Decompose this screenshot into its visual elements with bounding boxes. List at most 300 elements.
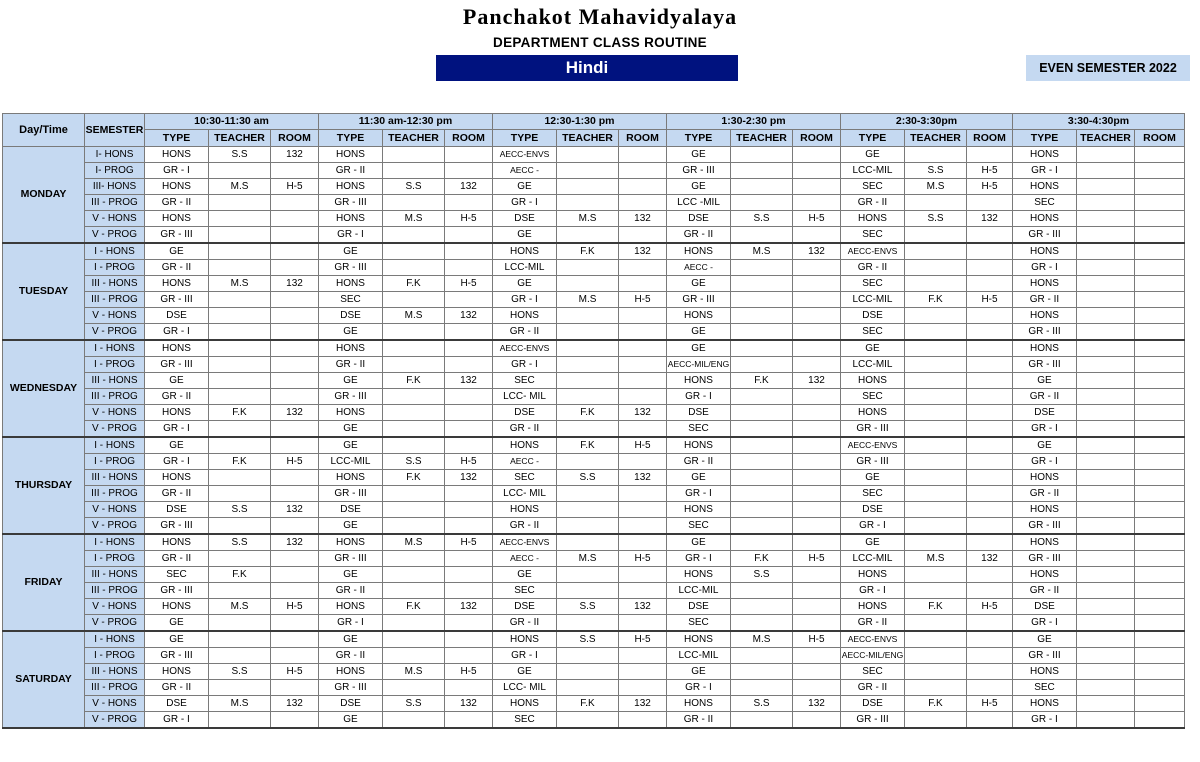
room-cell [793, 648, 841, 664]
semester-label: V - HONS [85, 308, 145, 324]
teacher-cell: S.S [557, 631, 619, 648]
class-type-cell: HONS [145, 534, 209, 551]
room-cell [619, 534, 667, 551]
teacher-cell [557, 712, 619, 729]
class-type-cell: HONS [667, 437, 731, 454]
teacher-column-header: TEACHER [383, 130, 445, 147]
room-cell [793, 470, 841, 486]
room-cell [793, 324, 841, 341]
room-cell [967, 712, 1013, 729]
semester-label: V - PROG [85, 421, 145, 438]
semester-badge: EVEN SEMESTER 2022 [1026, 55, 1190, 81]
class-type-cell: GR - II [145, 486, 209, 502]
class-type-cell: AECC-MIL/ENG [667, 357, 731, 373]
semester-label: V - PROG [85, 712, 145, 729]
room-cell [1135, 615, 1185, 632]
table-row [3, 518, 1185, 535]
class-type-cell: HONS [841, 599, 905, 615]
teacher-column-header: TEACHER [905, 130, 967, 147]
room-cell [445, 712, 493, 729]
room-cell [967, 680, 1013, 696]
room-cell [1135, 502, 1185, 518]
teacher-cell [1077, 421, 1135, 438]
semester-label: III - PROG [85, 292, 145, 308]
class-type-cell: GE [145, 631, 209, 648]
class-type-cell: GE [667, 470, 731, 486]
room-cell: H-5 [271, 599, 319, 615]
class-type-cell: AECC-ENVS [493, 534, 557, 551]
semester-label: I - PROG [85, 357, 145, 373]
class-type-cell: HONS [1013, 179, 1077, 195]
table-row [3, 680, 1185, 696]
room-cell [1135, 405, 1185, 421]
teacher-cell [383, 615, 445, 632]
class-type-cell: SEC [841, 389, 905, 405]
class-type-cell: GE [841, 534, 905, 551]
room-cell [1135, 534, 1185, 551]
class-type-cell: SEC [1013, 680, 1077, 696]
class-type-cell: SEC [841, 227, 905, 244]
teacher-cell [731, 163, 793, 179]
class-type-cell: HONS [145, 664, 209, 680]
class-type-cell: GR - III [319, 389, 383, 405]
semester-label: III- HONS [85, 179, 145, 195]
room-cell [619, 486, 667, 502]
class-type-cell: GR - I [145, 163, 209, 179]
semester-header: SEMESTER [85, 114, 145, 147]
type-column-header: TYPE [841, 130, 905, 147]
class-type-cell: GR - II [1013, 486, 1077, 502]
teacher-cell [1077, 454, 1135, 470]
table-row [3, 696, 1185, 712]
class-type-cell: HONS [493, 696, 557, 712]
class-type-cell: GR - I [667, 680, 731, 696]
teacher-cell [383, 437, 445, 454]
room-cell [967, 147, 1013, 163]
room-cell [445, 615, 493, 632]
table-row [3, 599, 1185, 615]
table-row [3, 454, 1185, 470]
class-type-cell: HONS [667, 696, 731, 712]
teacher-cell [1077, 389, 1135, 405]
teacher-cell [905, 664, 967, 680]
class-type-cell: GR - I [493, 195, 557, 211]
teacher-cell [905, 567, 967, 583]
class-type-cell: LCC-MIL [667, 648, 731, 664]
room-cell [967, 421, 1013, 438]
teacher-cell: M.S [905, 179, 967, 195]
room-cell: H-5 [793, 551, 841, 567]
class-type-cell: GR - III [319, 486, 383, 502]
time-slot-header: 2:30-3:30pm [841, 114, 1013, 130]
table-row [3, 421, 1185, 438]
class-type-cell: GE [493, 227, 557, 244]
class-type-cell: SEC [493, 470, 557, 486]
teacher-cell: F.K [383, 276, 445, 292]
teacher-cell [731, 583, 793, 599]
teacher-cell [557, 276, 619, 292]
table-row [3, 486, 1185, 502]
class-type-cell: DSE [841, 502, 905, 518]
room-cell [619, 502, 667, 518]
teacher-cell [1077, 195, 1135, 211]
teacher-cell [905, 583, 967, 599]
room-cell [445, 324, 493, 341]
class-type-cell: GE [145, 373, 209, 389]
class-type-cell: HONS [493, 308, 557, 324]
class-type-cell: HONS [667, 243, 731, 260]
class-type-cell: HONS [319, 211, 383, 227]
room-column-header: ROOM [793, 130, 841, 147]
teacher-cell [905, 712, 967, 729]
class-type-cell: LCC-MIL [667, 583, 731, 599]
teacher-cell: S.S [383, 179, 445, 195]
teacher-cell [905, 421, 967, 438]
class-type-cell: GE [319, 712, 383, 729]
room-cell [445, 389, 493, 405]
teacher-cell: S.S [557, 599, 619, 615]
table-row [3, 243, 1185, 260]
teacher-cell [383, 551, 445, 567]
teacher-cell [1077, 437, 1135, 454]
teacher-cell [731, 227, 793, 244]
class-type-cell: SEC [493, 373, 557, 389]
class-type-cell: GR - I [1013, 615, 1077, 632]
room-cell [1135, 260, 1185, 276]
type-column-header: TYPE [145, 130, 209, 147]
teacher-cell [905, 502, 967, 518]
teacher-cell [1077, 583, 1135, 599]
teacher-cell: F.K [383, 470, 445, 486]
class-type-cell: GR - III [145, 648, 209, 664]
teacher-cell [209, 292, 271, 308]
semester-label: III - HONS [85, 276, 145, 292]
teacher-cell [383, 680, 445, 696]
room-column-header: ROOM [1135, 130, 1185, 147]
class-type-cell: SEC [493, 583, 557, 599]
room-cell [271, 470, 319, 486]
day-label: TUESDAY [3, 243, 85, 340]
teacher-cell [557, 680, 619, 696]
class-type-cell: GR - II [319, 357, 383, 373]
class-type-cell: GE [667, 664, 731, 680]
class-type-cell: GR - I [667, 551, 731, 567]
class-type-cell: GE [319, 324, 383, 341]
teacher-cell [731, 615, 793, 632]
class-type-cell: GR - II [841, 195, 905, 211]
teacher-cell [1077, 615, 1135, 632]
table-row [3, 712, 1185, 729]
teacher-cell: S.S [209, 534, 271, 551]
class-type-cell: LCC -MIL [667, 195, 731, 211]
room-cell [445, 243, 493, 260]
table-row [3, 211, 1185, 227]
room-cell: H-5 [619, 292, 667, 308]
room-column-header: ROOM [619, 130, 667, 147]
class-type-cell: LCC- MIL [493, 486, 557, 502]
teacher-cell: M.S [905, 551, 967, 567]
teacher-cell: S.S [731, 211, 793, 227]
room-cell [445, 340, 493, 357]
teacher-cell [557, 373, 619, 389]
semester-label: V - HONS [85, 405, 145, 421]
class-type-cell: HONS [319, 534, 383, 551]
class-type-cell: GR - I [1013, 260, 1077, 276]
table-row [3, 357, 1185, 373]
class-type-cell: GR - III [1013, 648, 1077, 664]
class-type-cell: GR - I [1013, 421, 1077, 438]
teacher-cell: S.S [905, 211, 967, 227]
class-routine-table [2, 113, 1185, 729]
class-type-cell: HONS [1013, 534, 1077, 551]
room-cell [619, 664, 667, 680]
teacher-cell [209, 308, 271, 324]
room-cell: H-5 [445, 276, 493, 292]
room-cell: 132 [271, 405, 319, 421]
class-type-cell: GR - I [145, 324, 209, 341]
class-type-cell: GR - III [1013, 227, 1077, 244]
room-cell [445, 195, 493, 211]
teacher-cell [905, 470, 967, 486]
room-cell [967, 340, 1013, 357]
teacher-cell: M.S [209, 276, 271, 292]
room-cell: H-5 [445, 534, 493, 551]
teacher-cell [905, 308, 967, 324]
class-type-cell: GR - I [1013, 712, 1077, 729]
class-type-cell: GR - II [841, 615, 905, 632]
class-type-cell: AECC-ENVS [841, 631, 905, 648]
teacher-cell [731, 454, 793, 470]
teacher-cell: F.K [731, 373, 793, 389]
teacher-cell [383, 227, 445, 244]
class-type-cell: GR - II [1013, 389, 1077, 405]
teacher-cell [383, 324, 445, 341]
room-cell [271, 373, 319, 389]
room-column-header: ROOM [445, 130, 493, 147]
time-slot-header: 3:30-4:30pm [1013, 114, 1185, 130]
room-cell [1135, 195, 1185, 211]
teacher-cell [905, 648, 967, 664]
semester-label: III - PROG [85, 486, 145, 502]
teacher-cell [731, 421, 793, 438]
table-row [3, 227, 1185, 244]
teacher-cell [557, 340, 619, 357]
class-type-cell: GR - II [667, 712, 731, 729]
room-cell [1135, 340, 1185, 357]
room-cell [271, 712, 319, 729]
class-type-cell: GR - III [145, 518, 209, 535]
room-cell [1135, 631, 1185, 648]
teacher-cell: F.K [209, 567, 271, 583]
teacher-cell [731, 276, 793, 292]
room-cell: H-5 [967, 163, 1013, 179]
class-type-cell: AECC - [493, 163, 557, 179]
room-cell: 132 [271, 147, 319, 163]
class-type-cell: AECC-ENVS [493, 147, 557, 163]
teacher-cell [1077, 243, 1135, 260]
room-cell [1135, 680, 1185, 696]
class-type-cell: HONS [1013, 276, 1077, 292]
room-cell: 132 [271, 502, 319, 518]
teacher-cell [209, 437, 271, 454]
teacher-cell [209, 486, 271, 502]
class-type-cell: GR - I [145, 454, 209, 470]
class-type-cell: GE [841, 340, 905, 357]
teacher-cell: F.K [557, 696, 619, 712]
teacher-cell [557, 308, 619, 324]
teacher-cell [209, 340, 271, 357]
room-cell [793, 502, 841, 518]
room-cell: 132 [445, 470, 493, 486]
teacher-cell [905, 147, 967, 163]
teacher-cell [557, 502, 619, 518]
room-cell [1135, 583, 1185, 599]
semester-label: V - PROG [85, 518, 145, 535]
class-type-cell: DSE [841, 308, 905, 324]
semester-label: V - PROG [85, 227, 145, 244]
room-cell: H-5 [967, 179, 1013, 195]
room-cell [967, 308, 1013, 324]
teacher-cell: F.K [905, 292, 967, 308]
teacher-cell [557, 389, 619, 405]
teacher-cell: S.S [209, 147, 271, 163]
class-type-cell: GR - II [319, 648, 383, 664]
room-cell [793, 599, 841, 615]
teacher-cell [1077, 340, 1135, 357]
room-cell: 132 [271, 276, 319, 292]
room-cell [967, 243, 1013, 260]
semester-label: I - PROG [85, 454, 145, 470]
teacher-cell [905, 243, 967, 260]
teacher-cell: S.S [209, 664, 271, 680]
class-type-cell: HONS [145, 470, 209, 486]
semester-label: V - HONS [85, 502, 145, 518]
class-type-cell: DSE [493, 405, 557, 421]
class-type-cell: DSE [319, 502, 383, 518]
teacher-cell: S.S [731, 696, 793, 712]
room-cell [619, 567, 667, 583]
teacher-cell [383, 195, 445, 211]
room-cell [619, 227, 667, 244]
room-cell: H-5 [793, 631, 841, 648]
teacher-cell: M.S [209, 179, 271, 195]
class-type-cell: HONS [841, 567, 905, 583]
room-cell [445, 583, 493, 599]
room-cell [271, 680, 319, 696]
teacher-cell [731, 486, 793, 502]
teacher-cell [209, 518, 271, 535]
class-type-cell: HONS [1013, 470, 1077, 486]
room-cell: 132 [271, 696, 319, 712]
class-type-cell: GR - II [667, 454, 731, 470]
teacher-cell [731, 437, 793, 454]
teacher-cell [905, 389, 967, 405]
table-row [3, 583, 1185, 599]
teacher-cell [731, 664, 793, 680]
class-type-cell: HONS [841, 373, 905, 389]
room-cell [967, 664, 1013, 680]
class-type-cell: GR - II [319, 163, 383, 179]
room-cell [793, 292, 841, 308]
table-row [3, 373, 1185, 389]
class-type-cell: GE [667, 276, 731, 292]
room-cell [967, 502, 1013, 518]
teacher-cell [731, 147, 793, 163]
teacher-column-header: TEACHER [557, 130, 619, 147]
time-slot-header: 11:30 am-12:30 pm [319, 114, 493, 130]
room-cell: H-5 [619, 631, 667, 648]
room-cell [445, 163, 493, 179]
teacher-cell [383, 163, 445, 179]
room-cell [1135, 276, 1185, 292]
room-cell: H-5 [445, 664, 493, 680]
table-row [3, 664, 1185, 680]
teacher-cell [1077, 260, 1135, 276]
teacher-column-header: TEACHER [1077, 130, 1135, 147]
teacher-cell [383, 583, 445, 599]
class-type-cell: HONS [145, 340, 209, 357]
room-cell [619, 276, 667, 292]
room-cell [793, 712, 841, 729]
class-type-cell: SEC [145, 567, 209, 583]
room-cell [445, 227, 493, 244]
room-cell [271, 583, 319, 599]
teacher-cell [383, 340, 445, 357]
semester-label: III - PROG [85, 583, 145, 599]
table-row [3, 534, 1185, 551]
semester-label: III - PROG [85, 680, 145, 696]
teacher-cell: S.S [557, 470, 619, 486]
room-cell [619, 648, 667, 664]
class-type-cell: DSE [145, 696, 209, 712]
room-cell [1135, 454, 1185, 470]
teacher-cell [209, 421, 271, 438]
teacher-cell [731, 389, 793, 405]
teacher-cell [209, 227, 271, 244]
class-type-cell: HONS [1013, 243, 1077, 260]
teacher-cell: S.S [383, 454, 445, 470]
semester-label: V - PROG [85, 615, 145, 632]
room-cell [619, 389, 667, 405]
room-cell [1135, 437, 1185, 454]
class-type-cell: GR - I [667, 486, 731, 502]
teacher-cell [209, 260, 271, 276]
class-type-cell: HONS [1013, 502, 1077, 518]
teacher-cell [1077, 163, 1135, 179]
class-type-cell: HONS [319, 599, 383, 615]
class-type-cell: DSE [493, 599, 557, 615]
room-cell [271, 292, 319, 308]
class-type-cell: GE [319, 518, 383, 535]
teacher-cell [1077, 357, 1135, 373]
class-type-cell: DSE [841, 696, 905, 712]
room-cell [445, 260, 493, 276]
room-cell: H-5 [271, 454, 319, 470]
table-row [3, 648, 1185, 664]
semester-label: I- HONS [85, 147, 145, 163]
teacher-cell [557, 324, 619, 341]
room-cell [1135, 324, 1185, 341]
teacher-cell: F.K [383, 373, 445, 389]
room-cell [445, 486, 493, 502]
class-type-cell: LCC-MIL [841, 551, 905, 567]
teacher-cell [1077, 276, 1135, 292]
semester-label: I- PROG [85, 163, 145, 179]
routine-subtitle: DEPARTMENT CLASS ROUTINE [493, 35, 707, 50]
class-type-cell: GE [319, 567, 383, 583]
teacher-cell [557, 664, 619, 680]
teacher-cell: M.S [383, 308, 445, 324]
